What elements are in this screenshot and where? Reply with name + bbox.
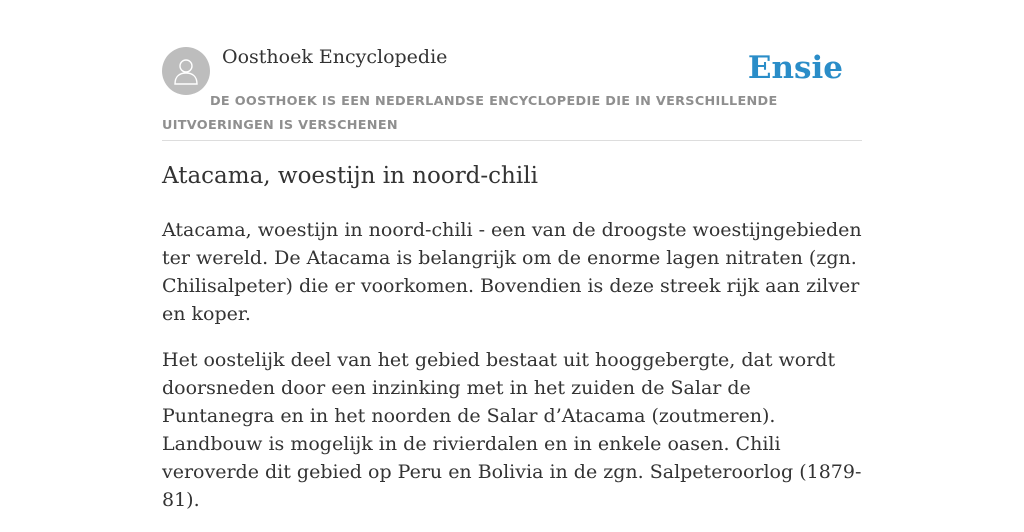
article-body xyxy=(162,216,862,532)
source-tagline: DE OOSTHOEK IS EEN NEDERLANDSE ENCYCLOPEDIE DIE IN VERSCHILLENDE UITVOERINGEN IS VERSCHENEN xyxy=(162,94,778,133)
avatar[interactable] xyxy=(162,47,210,95)
article-paragraph: Het oostelijk deel van het gebied bestaat uit hooggebergte, dat wordt doorsneden door een inzinking met in het zuiden de Salar de Puntanegra en in het noorden de Salar d’Atacama (zoutmeren). Landbouw is mogelijk in de rivierdalen en in enkele oasen. Chili veroverde dit gebied op Peru en Bolivia in de zgn. Salpeteroorlog (1879-81). xyxy=(162,349,862,511)
brand-logo[interactable]: Ensie xyxy=(747,50,843,86)
page-container xyxy=(162,0,862,511)
source-name[interactable]: Oosthoek Encyclopedie xyxy=(222,46,448,68)
user-icon xyxy=(173,57,199,85)
article-title: Atacama, woestijn in noord-chili xyxy=(162,163,538,189)
article-paragraph: Atacama, woestijn in noord-chili - een van de droogste woestijngebieden ter wereld. De Atacama is belangrijk om de enorme lagen nitraten (zgn. Chilisalpeter) die er voorkomen. Bovendien is deze streek rijk aan zilver en koper. xyxy=(162,219,862,325)
source-header xyxy=(162,0,862,141)
